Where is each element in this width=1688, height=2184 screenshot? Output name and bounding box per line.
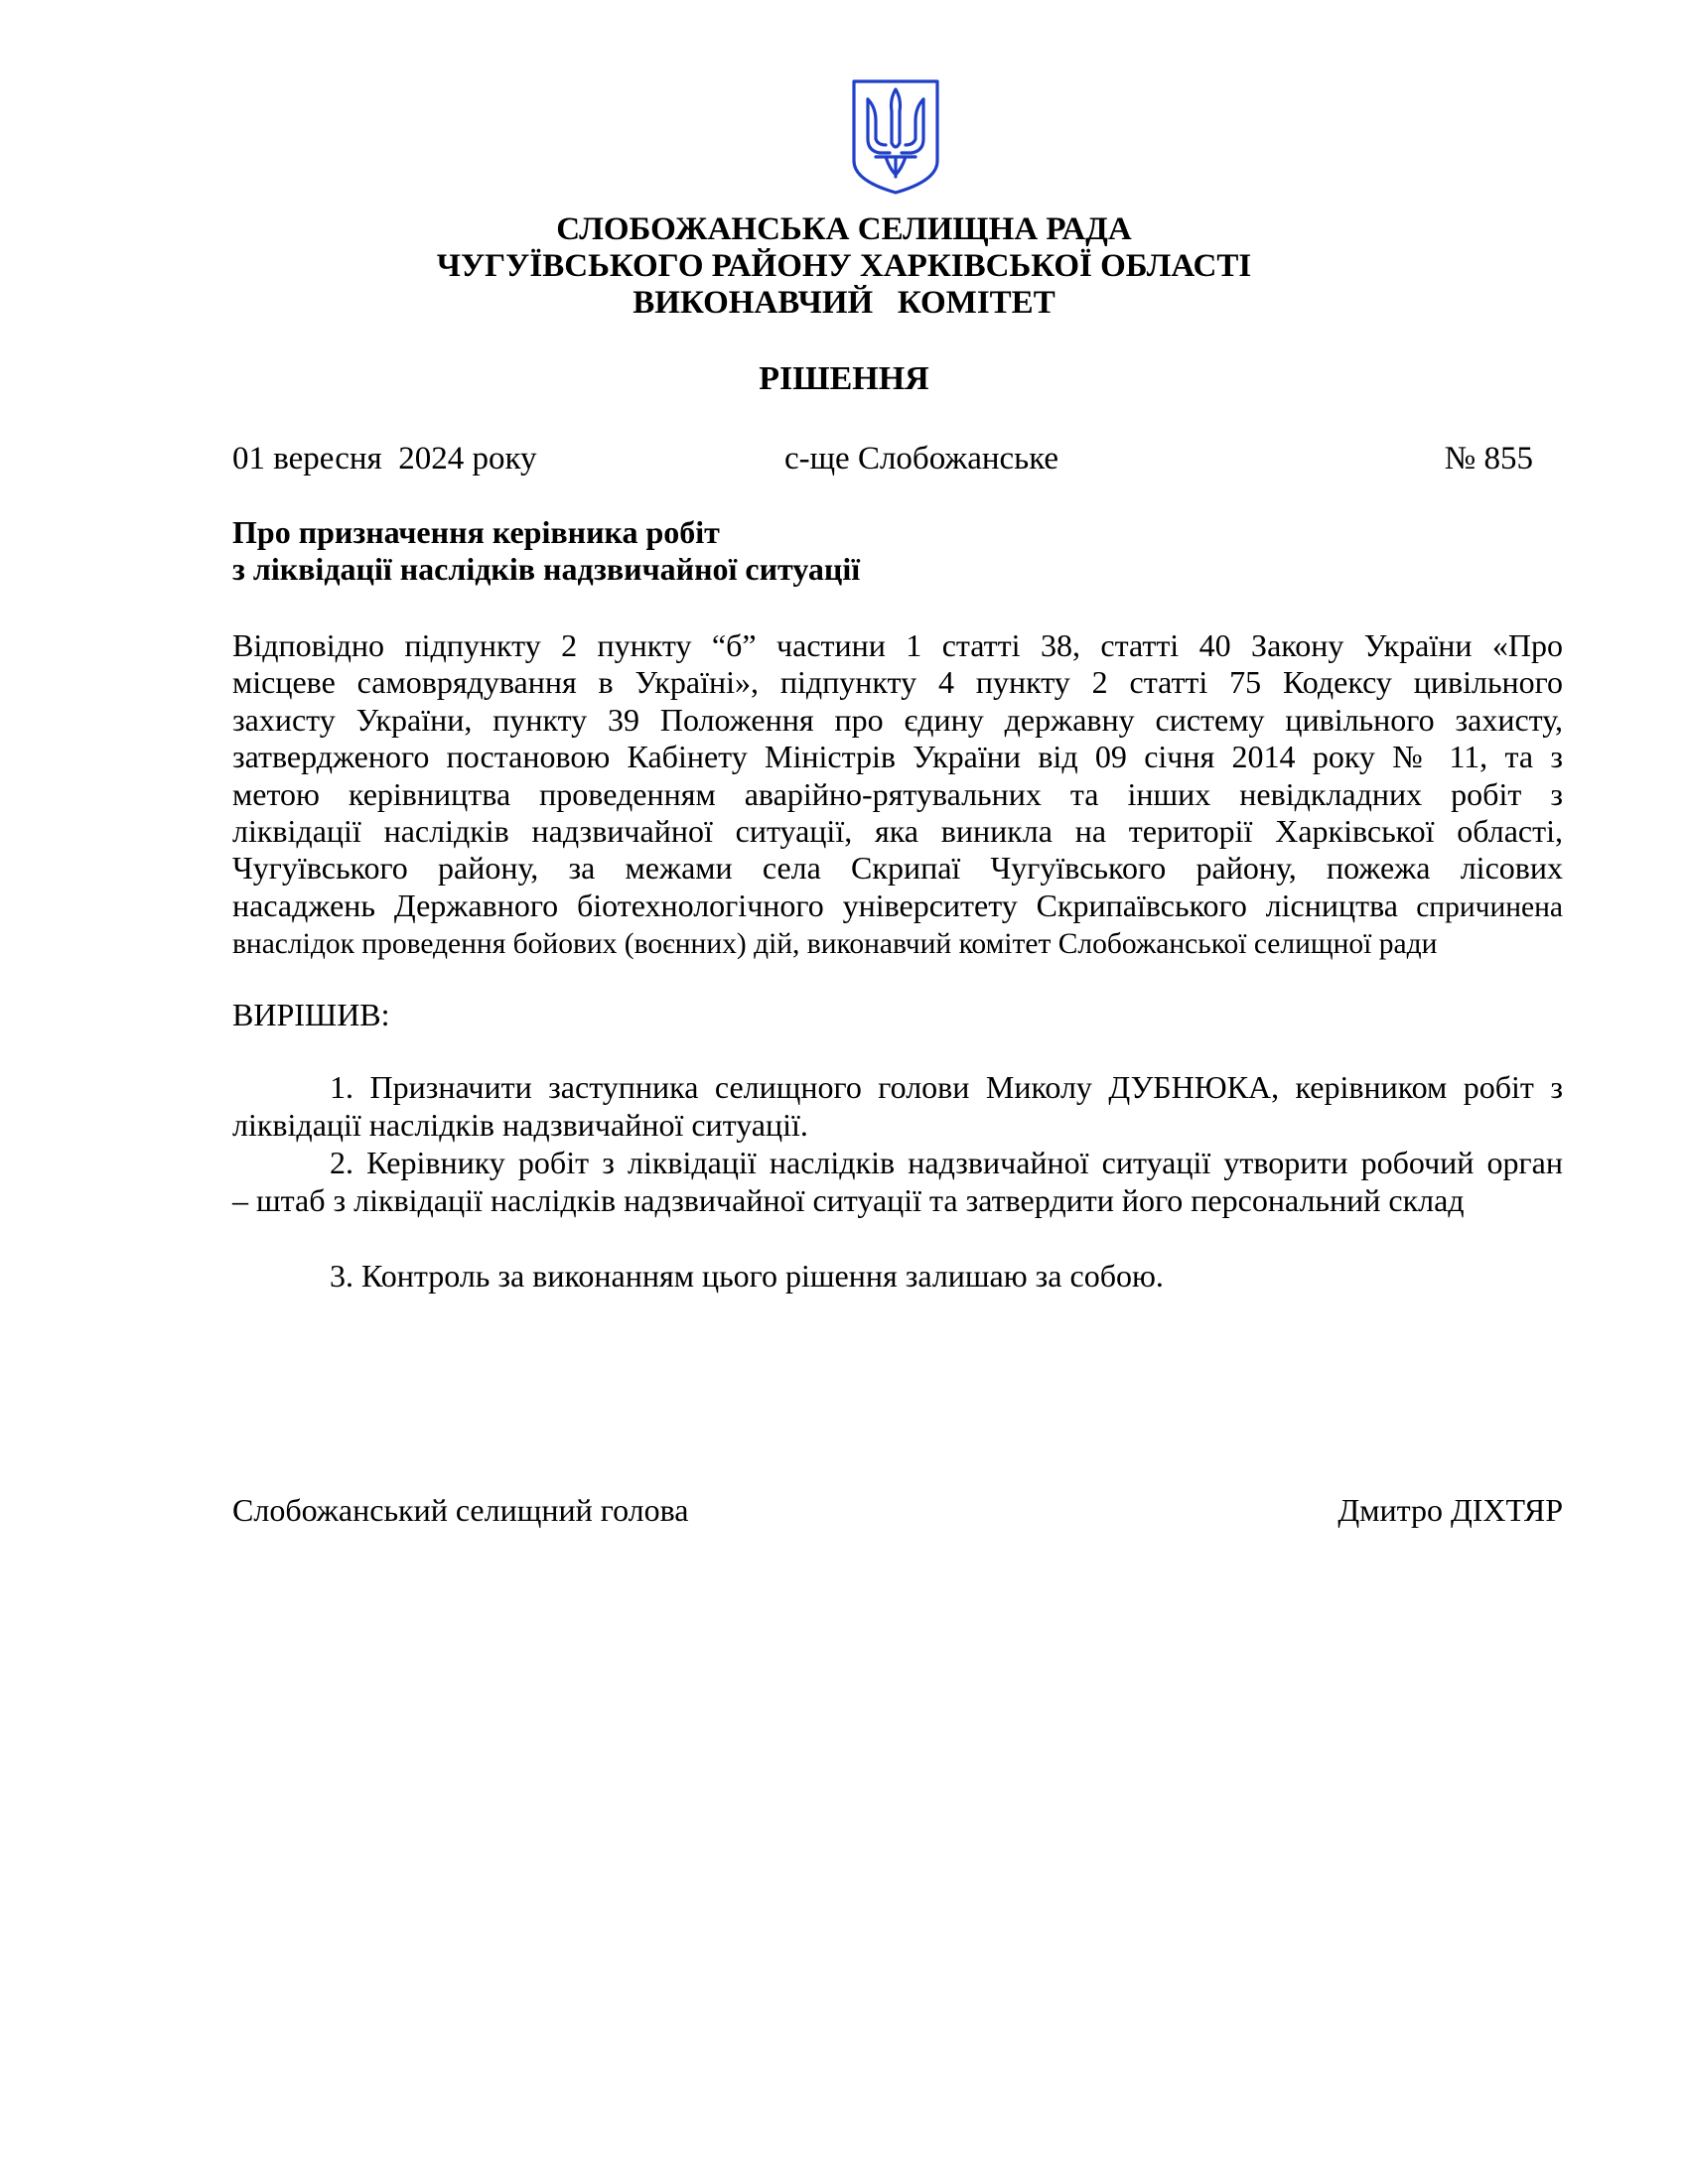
resolved-label: ВИРІШИВ: bbox=[232, 997, 390, 1032]
resolution-item-3: 3. Контроль за виконанням цього рішення залишаю за собою. bbox=[330, 1258, 1164, 1294]
council-name: СЛОБОЖАНСЬКА СЕЛИЩНА РАДА bbox=[556, 211, 1132, 247]
decision-date: 01 вересня 2024 року bbox=[232, 441, 537, 477]
signatory-name: Дмитро ДІХТЯР bbox=[1337, 1492, 1563, 1528]
preamble-line: ліквідації наслідків надзвичайної ситуації, яка виникла на території Харківської області, bbox=[232, 813, 1563, 850]
decision-subject bbox=[232, 514, 1126, 588]
resolution-items bbox=[232, 1068, 1563, 1295]
district-name: ЧУГУЇВСЬКОГО РАЙОНУ ХАРКІВСЬКОЇ ОБЛАСТІ bbox=[436, 248, 1252, 284]
preamble-line: місцеве самоврядування в Україні», підпункту 4 пункту 2 статті 75 Кодексу цивільного bbox=[232, 664, 1563, 701]
decision-title: РІШЕННЯ bbox=[759, 360, 929, 397]
item-spacer bbox=[232, 1219, 1563, 1257]
preamble-line bbox=[232, 887, 1563, 926]
committee-name: ВИКОНАВЧИЙ КОМІТЕТ bbox=[633, 285, 1055, 321]
decision-meta bbox=[232, 439, 1533, 478]
preamble-line-text: насаджень Державного біотехнологічного університету Скрипаївського лісництва bbox=[232, 887, 1398, 923]
preamble-line: Чугуївського району, за межами села Скрипаї Чугуївського району, пожежа лісових bbox=[232, 850, 1563, 887]
subject-line: Про призначення керівника робіт bbox=[232, 514, 720, 550]
decision-place: с-ще Слобожанське bbox=[784, 441, 1059, 477]
preamble-line: Відповідно підпункту 2 пункту “б” частини 1 статті 38, статті 40 Закону України «Про bbox=[232, 627, 1563, 663]
preamble-line: метою керівництва проведенням аварійно-рятувальних та інших невідкладних робіт з bbox=[232, 775, 1563, 812]
subject-line: з ліквідації наслідків надзвичайної ситуації bbox=[232, 551, 861, 587]
preamble-paragraph bbox=[232, 627, 1563, 964]
preamble-line: затвердженого постановою Кабінету Міністрів України від 09 січня 2014 року № 11, та з bbox=[232, 739, 1563, 775]
resolution-item-1-line: ліквідації наслідків надзвичайної ситуації. bbox=[232, 1107, 808, 1143]
preamble-line-tail: спричинена bbox=[1397, 890, 1563, 923]
decision-number: № 855 bbox=[1444, 441, 1533, 477]
preamble-line: захисту України, пункту 39 Положення про єдину державну систему цивільного захисту, bbox=[232, 701, 1563, 738]
resolution-item-2-line: 2. Керівнику робіт з ліквідації наслідків надзвичайної ситуації утворити робочий орган bbox=[330, 1145, 1563, 1180]
preamble-line: внаслідок проведення бойових (воєнних) дій, виконавчий комітет Слобожанської селищної ради bbox=[232, 928, 1438, 961]
trident-coat-of-arms-icon bbox=[850, 77, 941, 197]
resolution-item-1-line: 1. Призначити заступника селищного голови Миколу ДУБНЮКА, керівником робіт з bbox=[330, 1069, 1563, 1105]
signatory-title: Слобожанський селищний голова bbox=[232, 1492, 689, 1528]
signature-block bbox=[232, 1489, 1563, 1531]
resolution-item-2-line: – штаб з ліквідації наслідків надзвичайної ситуації та затвердити його персональний склад bbox=[232, 1182, 1465, 1218]
